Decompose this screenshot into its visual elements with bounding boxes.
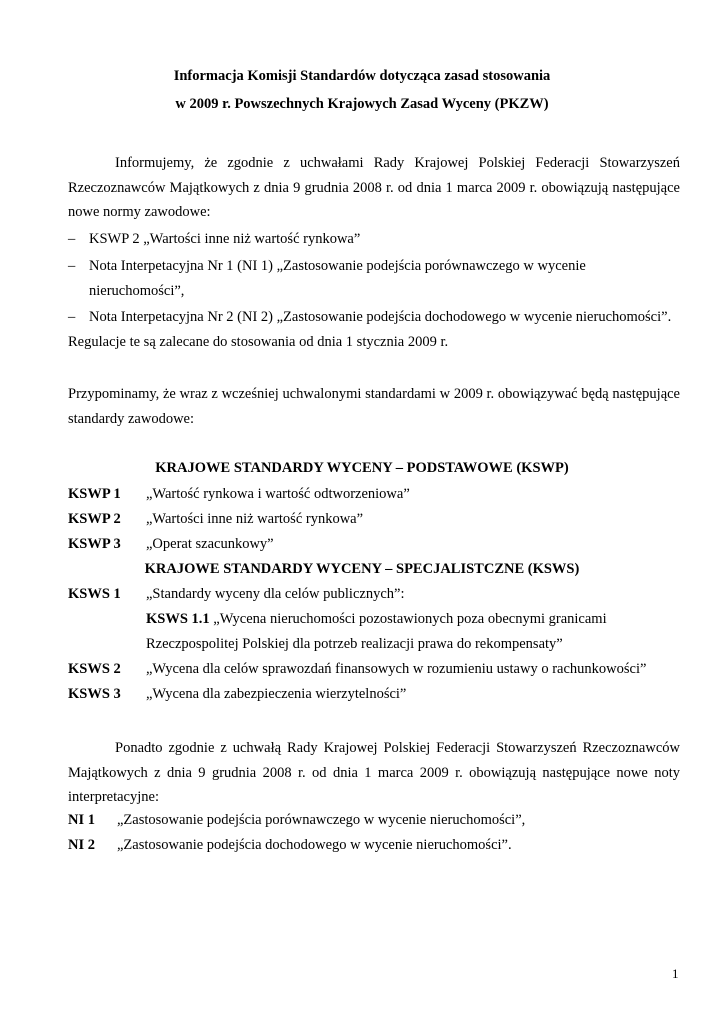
ksws-code: KSWS 2: [68, 661, 121, 677]
page-number: 1: [672, 966, 679, 981]
ksws-title: „Standardy wyceny dla celów publicznych”:: [146, 586, 405, 602]
ksws-code: KSWS 1: [68, 586, 121, 602]
notes-text: Ponadto zgodnie z uchwałą Rady Krajowej Polskiej Federacji Stowarzyszeń Rzeczoznawców Majątkowych z dnia 9 grudnia 2008 r. od dnia 1 marca 2009 r. obowiązują następujące nowe noty interpretacyjne:: [68, 740, 680, 805]
bullet-dash: –: [68, 258, 76, 274]
bullet-item-continuation: nieruchomości”,: [89, 283, 185, 299]
ni-code: NI 1: [68, 812, 95, 828]
kswp-code: KSWP 1: [68, 486, 121, 502]
bullet-dash: –: [68, 231, 76, 247]
kswp-title: „Wartość rynkowa i wartość odtworzeniowa”: [146, 486, 410, 502]
intro-closing: Regulacje te są zalecane do stosowania od dnia 1 stycznia 2009 r.: [68, 334, 449, 350]
intro-paragraph: [68, 151, 680, 225]
kswp-code: KSWP 2: [68, 511, 121, 527]
ksws-sub-line-1: [146, 611, 607, 628]
title-line-1: Informacja Komisji Standardów dotycząca zasad stosowania: [173, 68, 551, 84]
ni-title: „Zastosowanie podejścia dochodowego w wycenie nieruchomości”.: [117, 837, 512, 853]
bullet-item: Nota Interpetacyjna Nr 1 (NI 1) „Zastosowanie podejścia porównawczego w wycenie: [89, 258, 586, 274]
ksws-sub-title: „Wycena nieruchomości pozostawionych poza obecnymi granicami: [213, 611, 607, 627]
intro-text: Informujemy, że zgodnie z uchwałami Rady Krajowej Polskiej Federacji Stowarzyszeń Rzeczoznawców Majątkowych z dnia 9 grudnia 2008 r. od dnia 1 marca 2009 r. obowiązują następujące nowe normy zawodowe:: [68, 155, 680, 220]
notes-paragraph: [68, 736, 680, 810]
ksws-heading: KRAJOWE STANDARDY WYCENY – SPECJALISTCZNE (KSWS): [144, 561, 580, 577]
ni-title: „Zastosowanie podejścia porównawczego w wycenie nieruchomości”,: [117, 812, 526, 828]
reminder-paragraph: Przypominamy, że wraz z wcześniej uchwalonymi standardami w 2009 r. obowiązywać będą następujące standardy zawodowe:: [68, 386, 680, 427]
kswp-title: „Operat szacunkowy”: [146, 536, 274, 552]
bullet-item: Nota Interpetacyjna Nr 2 (NI 2) „Zastosowanie podejścia dochodowego w wycenie nieruchomości”.: [89, 309, 672, 325]
ni-code: NI 2: [68, 837, 95, 853]
ksws-sub-line-2: Rzeczpospolitej Polskiej dla potrzeb realizacji prawa do rekompensaty”: [146, 636, 563, 652]
bullet-dash: –: [68, 309, 76, 325]
ksws-code: KSWS 3: [68, 686, 121, 702]
kswp-code: KSWP 3: [68, 536, 121, 552]
ksws-title: „Wycena dla celów sprawozdań finansowych w rozumieniu ustawy o rachunkowości”: [146, 661, 647, 677]
ksws-sub-code: KSWS 1.1: [146, 611, 210, 627]
ksws-title: „Wycena dla zabezpieczenia wierzytelności”: [146, 686, 407, 702]
kswp-title: „Wartości inne niż wartość rynkowa”: [146, 511, 364, 527]
kswp-heading: KRAJOWE STANDARDY WYCENY – PODSTAWOWE (KSWP): [155, 460, 569, 476]
bullet-item: KSWP 2 „Wartości inne niż wartość rynkowa”: [89, 231, 361, 247]
title-line-2: w 2009 r. Powszechnych Krajowych Zasad Wyceny (PKZW): [175, 96, 549, 112]
